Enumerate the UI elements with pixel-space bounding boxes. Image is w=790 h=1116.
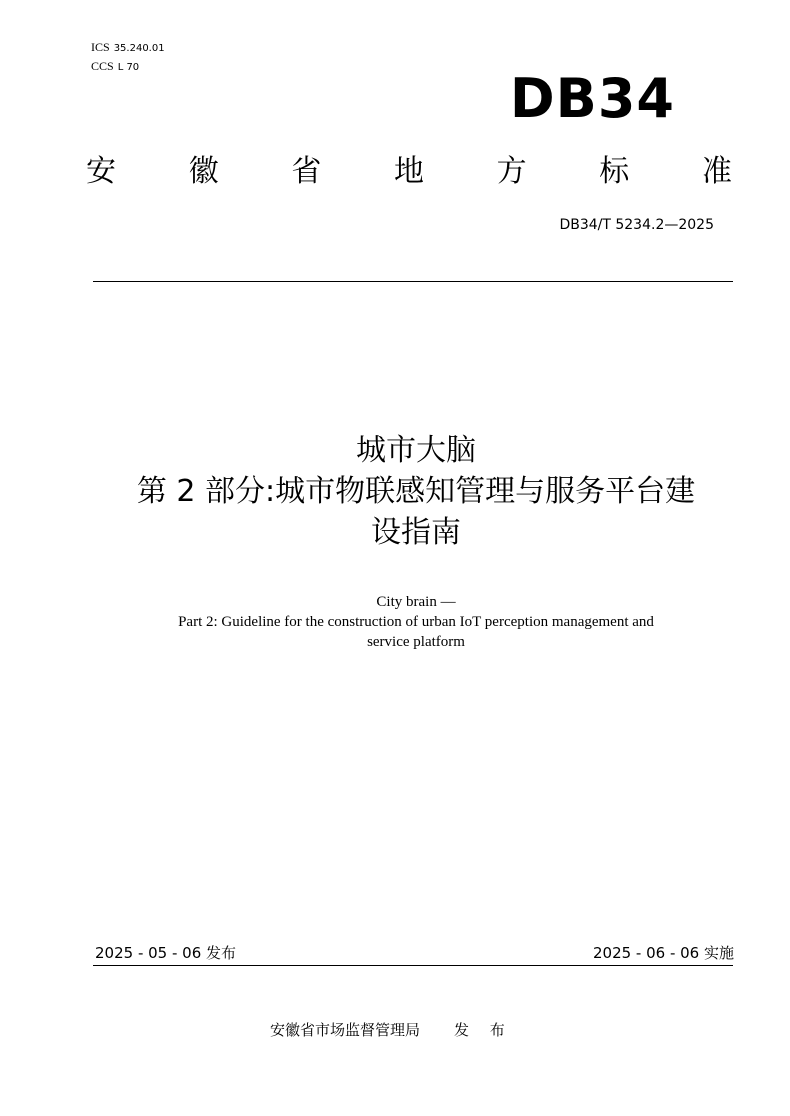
title-en-line-3: service platform	[367, 634, 465, 650]
db34-logo: DB34	[509, 67, 675, 130]
ccs-label: CCS	[91, 59, 114, 73]
title-cn-line-2: 第 2 部分:城市物联感知管理与服务平台建	[136, 474, 696, 509]
ics-classification	[91, 40, 165, 56]
issuer-line	[270, 1020, 513, 1040]
standard-type-char: 地	[393, 154, 424, 189]
ccs-code: L 70	[117, 62, 140, 73]
title-en-line-2: Part 2: Guideline for the construction of urban IoT perception management and	[178, 614, 654, 630]
issuer-action: 发 布	[454, 1021, 513, 1039]
standard-type-char: 方	[496, 154, 527, 189]
title-english	[86, 592, 746, 652]
top-divider	[93, 281, 733, 282]
standard-type-char: 准	[701, 154, 732, 189]
standard-type-char: 徽	[188, 154, 219, 189]
standard-type-char: 省	[291, 154, 322, 189]
standard-type-char: 安	[86, 154, 116, 189]
standard-type-char: 标	[599, 154, 630, 189]
issuer-name: 安徽省市场监督管理局	[270, 1021, 421, 1039]
ics-label: ICS	[91, 40, 110, 54]
title-cn-line-3: 设指南	[371, 515, 461, 550]
bottom-divider	[93, 965, 733, 966]
issue-date: 2025 - 05 - 06 发布	[95, 944, 237, 962]
ccs-classification	[91, 59, 139, 75]
implementation-date: 2025 - 06 - 06 实施	[592, 944, 734, 962]
title-chinese	[86, 430, 746, 553]
title-cn-line-1: 城市大脑	[356, 433, 476, 468]
title-en-line-1: City brain —	[376, 594, 456, 610]
standard-type-heading	[86, 150, 732, 194]
ics-code: 35.240.01	[113, 43, 165, 54]
standard-number: DB34/T 5234.2—2025	[559, 217, 714, 233]
